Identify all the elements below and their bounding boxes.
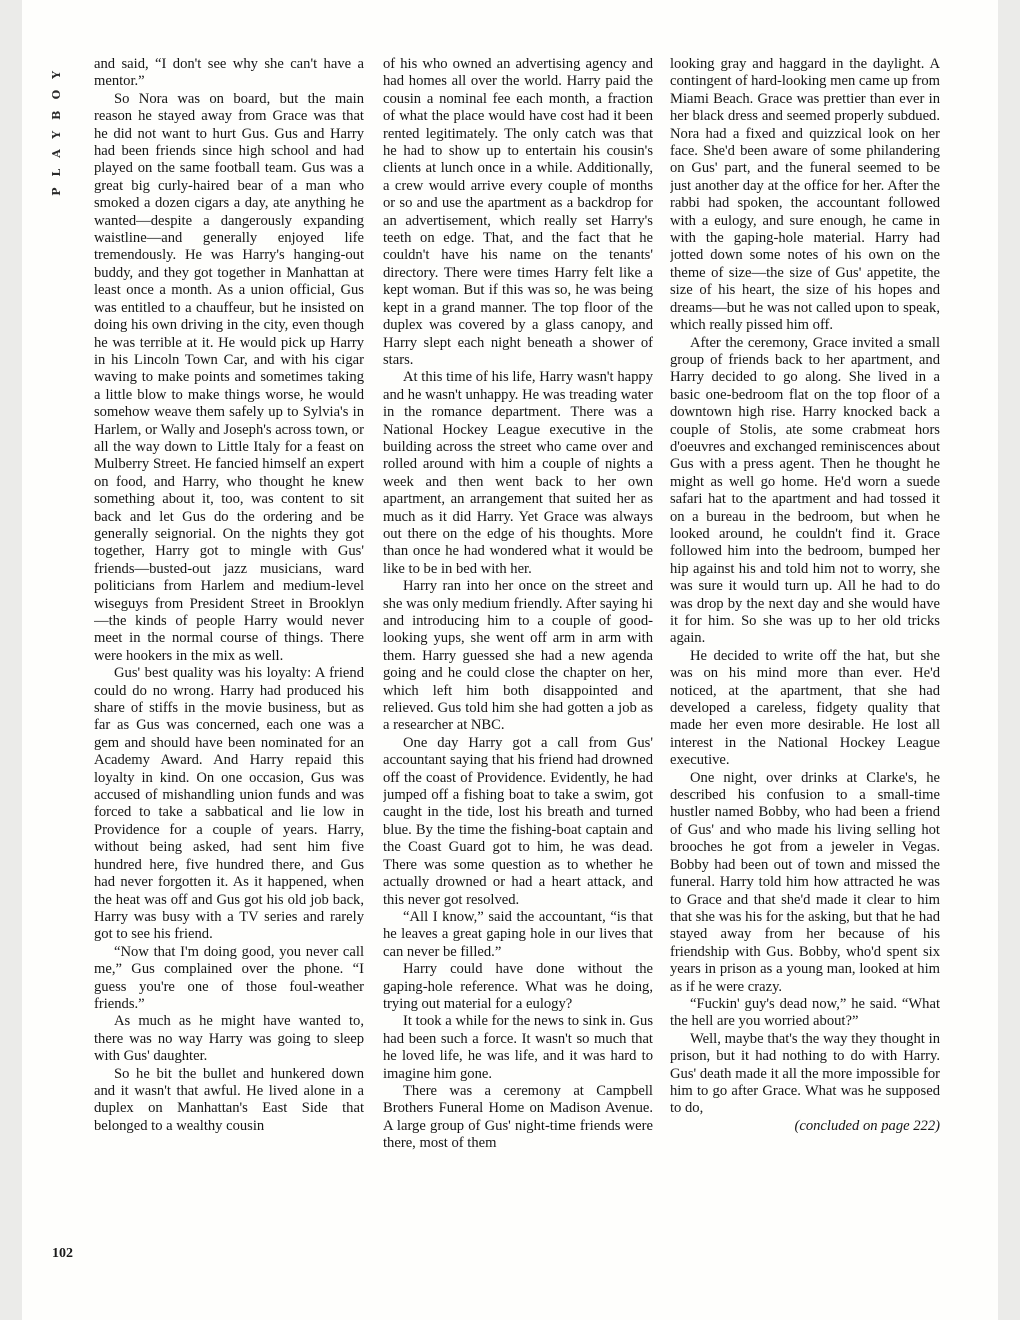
paragraph: Well, maybe that's the way they thought in prison, but it had nothing to do with Harry. Gus' death made it all the more impossible for him to go after Grace. What was he supposed to do, xyxy=(670,1030,940,1117)
paragraph: “Fuckin' guy's dead now,” he said. “What the hell are you worried about?” xyxy=(670,995,940,1030)
column-3 xyxy=(670,56,940,1268)
paragraph: One day Harry got a call from Gus' accountant saying that his friend had drowned off the coast of Providence. Evidently, he had jumped off a fishing boat to take a swim, got caught in the tide, lost his breath and turned blue. By the time the fishing-boat captain and the Coast Guard got to him, he was dead. There was some question as to whether he actually drowned or had a heart attack, and this never got resolved. xyxy=(383,734,653,908)
paragraph: At this time of his life, Harry wasn't happy and he wasn't unhappy. He was treading water in the romance department. There was a National Hockey League executive in the building across the street who came over and rolled around with him a couple of nights a week and then went back to her own apartment, an arrangement that suited her as much as it did Harry. Yet Grace was always out there on the edge of his thoughts. More than once he had wondered what it would be like to be in bed with her. xyxy=(383,369,653,577)
magazine-page xyxy=(22,0,998,1320)
column-2 xyxy=(383,56,653,1268)
paragraph: “Now that I'm doing good, you never call me,” Gus complained over the phone. “I guess you're one of those foul-weather friends.” xyxy=(94,943,364,1012)
paragraph: There was a ceremony at Campbell Brothers Funeral Home on Madison Avenue. A large group of Gus' night-time friends were there, most of them xyxy=(383,1082,653,1152)
paragraph: of his who owned an advertising agency and had homes all over the world. Harry paid the cousin a nominal fee each month, a fraction of what the place would have cost had it been rented legitimately. The only catch was that he had to show up to entertain his cousin's clients at lunch once in a while. Additionally, a crew would arrive every couple of months or so and use the apartment as a backdrop for an advertisement, which really set Harry's teeth on edge. That, and the fact that he couldn't have his name on the tenants' directory. There were times Harry felt like a kept woman. But if this was so, he was being kept in a grand manner. The top floor of the duplex was covered by a glass canopy, and Harry slept each night beneath a shower of stars. xyxy=(383,56,653,368)
paragraph: Harry ran into her once on the street and she was only medium friendly. After saying hi and introducing him to a couple of good-looking yups, she went off arm in arm with them. Harry guessed she had a new agenda going and he could close the chapter on her, which left him both disappointed and relieved. Gus told him she had gotten a job as a researcher at NBC. xyxy=(383,578,653,734)
paragraph: Gus' best quality was his loyalty: A friend could do no wrong. Harry had produced his share of stiffs in the movie business, but as far as Gus was concerned, each one was a gem and should have been nominated for an Academy Award. And Harry repaid this loyalty in kind. On one occasion, Gus was accused of mishandling union funds and was forced to take a sabbatical and lie low in Providence for a couple of years. Harry, without being asked, had sent him five hundred here, five hundred there, and Gus had never forgotten it. As it happened, when the heat was off and Gus got his old job back, Harry was busy with a TV series and rarely got to see his friend. xyxy=(94,665,364,943)
paragraph: looking gray and haggard in the daylight. A contingent of hard-looking men came up from Miami Beach. Grace was prettier than ever in her black dress and seemed properly subdued. Nora had a fixed and quizzical look on her face. She'd been aware of some philandering on Gus' part, and the funeral seemed to be just another day at the office for her. After the rabbi had spoken, the accountant followed with a eulogy, and sure enough, he came in with the gaping-hole material. Harry had jotted down some notes of his own on the theme of size—the size of Gus' appetite, the size of his heart, the size of his hopes and dreams—but he was not called upon to speak, which really pissed him off. xyxy=(670,56,940,334)
page-number: 102 xyxy=(52,1246,73,1261)
continuation-note: (concluded on page 222) xyxy=(794,1117,940,1134)
paragraph: “All I know,” said the accountant, “is that he leaves a great gaping hole in our lives that can never be filled.” xyxy=(383,908,653,960)
paragraph: It took a while for the news to sink in. Gus had been such a force. It wasn't so much that he loved life, he was life, and it was hard to imagine him gone. xyxy=(383,1013,653,1082)
paragraph: As much as he might have wanted to, there was no way Harry was going to sleep with Gus' daughter. xyxy=(94,1013,364,1065)
paragraph: One night, over drinks at Clarke's, he described his confusion to a small-time hustler named Bobby, who had been a friend of Gus' and who made his living selling hot brooches he got from a jeweler in Vegas. Bobby had been out of town and missed the funeral. Harry told him how attracted he was to Grace and that she'd made it clear to him that she was his for the asking, but that he had stayed away from her because of his friendship with Gus. Bobby, who'd spent six years in prison as a young man, looked at him as if he were crazy. xyxy=(670,769,940,995)
paragraph: and said, “I don't see why she can't have a mentor.” xyxy=(94,56,364,90)
paragraph: He decided to write off the hat, but she was on his mind more than ever. He'd noticed, at the apartment, that she had developed a careless, fidgety quality that made her even more desirable. He lost all interest in the National Hockey League executive. xyxy=(670,647,940,769)
masthead: PLAYBOY xyxy=(50,60,63,196)
paragraph: So he bit the bullet and hunkered down and it wasn't that awful. He lived alone in a duplex on Manhattan's East Side that belonged to a wealthy cousin xyxy=(94,1065,364,1134)
column-1 xyxy=(94,56,364,1268)
paragraph: After the ceremony, Grace invited a small group of friends back to her apartment, and Harry decided to go along. She lived in a basic one-bedroom flat on the top floor of a downtown high rise. Harry knocked back a couple of Stolis, ate some crabmeat hors d'oeuvres and exchanged reminiscences about Gus with a press agent. Then he thought he might as well go home. He'd worn a suede safari hat to the apartment and had tossed it on a bureau in the bedroom, but when he looked around, he couldn't find it. Grace followed him into the bedroom, bumped her hip against his and told him not to worry, she was sure it would turn up. All he had to do was drop by the next day and she would have it for him. So she was up to her old tricks again. xyxy=(670,334,940,647)
paragraph: So Nora was on board, but the main reason he stayed away from Grace was that he did not want to hurt Gus. Gus and Harry had been friends since high school and had played on the same football team. Gus was a great big curly-haired bear of a man who smoked a dozen cigars a day, ate anything he wanted—despite a dangerously expanding waistline—and generally enjoyed life tremendously. He was Harry's hanging-out buddy, and they got together in Manhattan at least once a month. As a union official, Gus was entitled to a chauffeur, but he insisted on doing his own driving in the city, even though he was terrible at it. He would pick up Harry in his Lincoln Town Car, and with his cigar waving to make points and sometimes taking a little blow to make things worse, he would somehow weave them safely up to Sylvia's in Harlem, or Wally and Joseph's across town, or all the way down to Little Italy for a feast on Mulberry Street. He fancied himself an expert on food, and Harry, who thought he knew something about it, too, was content to sit back and let Gus do the ordering and be generally seignorial. On the nights they got together, Harry got to mingle with Gus' friends—busted-out jazz musicians, ward politicians from Harlem and medium-level wiseguys from President Street in Brooklyn—the kinds of people Harry would never meet in the normal course of things. There were hookers in the mix as well. xyxy=(94,90,364,664)
paragraph: Harry could have done without the gaping-hole reference. What was he doing, trying out material for a eulogy? xyxy=(383,961,653,1012)
